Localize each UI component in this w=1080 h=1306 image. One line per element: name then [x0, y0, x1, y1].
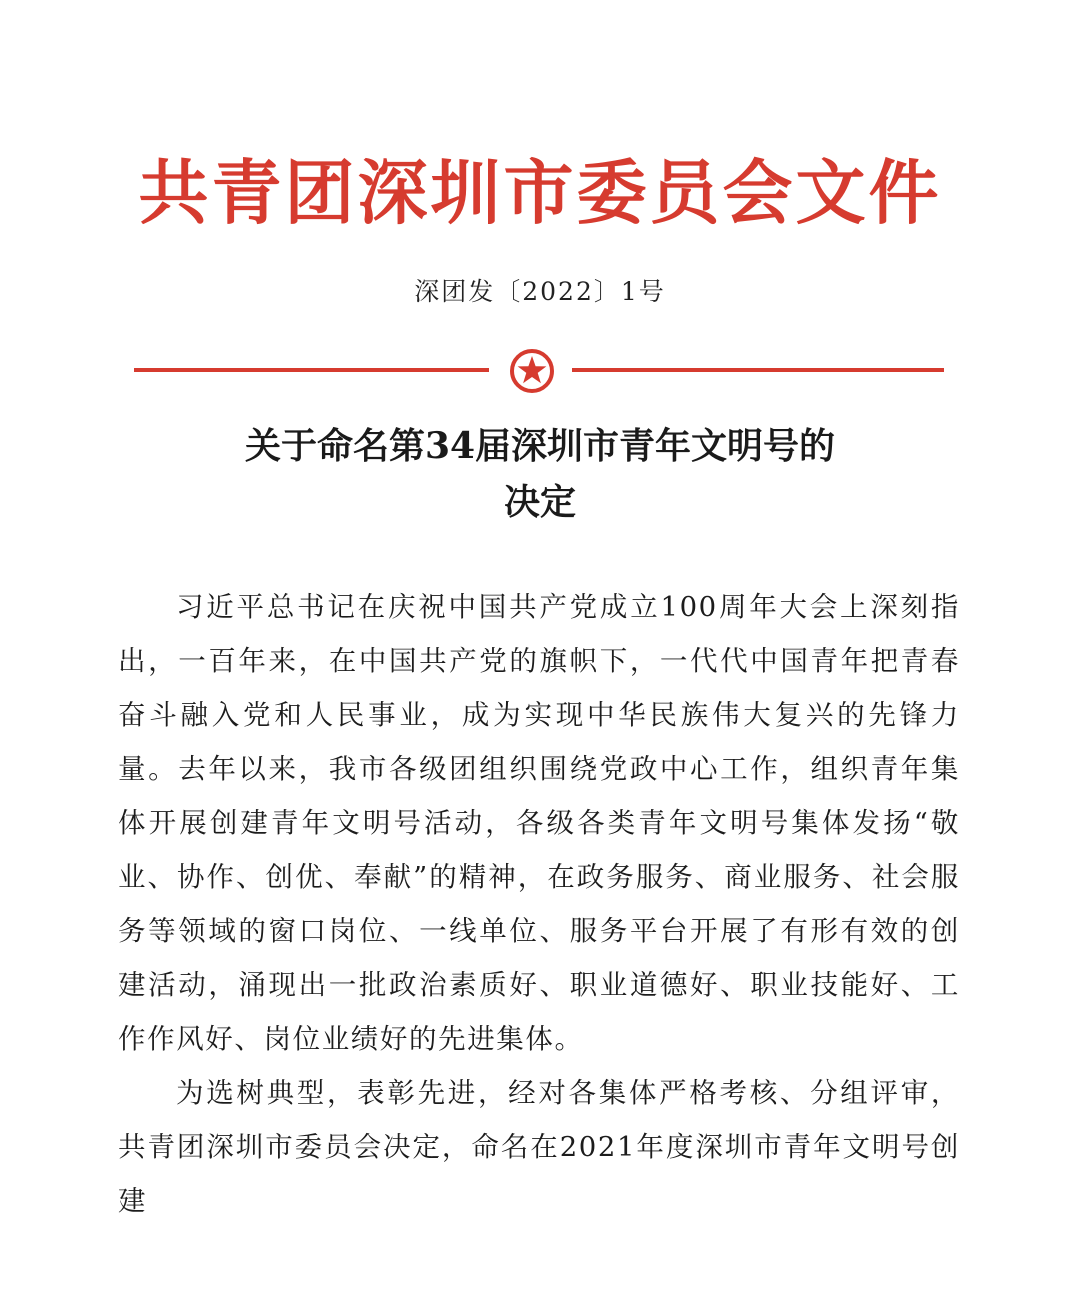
body-paragraph-2: 为选树典型，表彰先进，经对各集体严格考核、分组评审，共青团深圳市委员会决定，命名在2021年度深圳市青年文明号创建 — [118, 1077, 960, 1217]
red-separator — [134, 346, 944, 396]
document-masthead: 共青团深圳市委员会文件 — [138, 152, 942, 234]
separator-line-right — [572, 368, 944, 372]
document-body — [118, 580, 960, 1228]
document-title — [0, 418, 1080, 530]
document-title-line-2: 决定 — [503, 481, 576, 523]
red-star-emblem-icon — [509, 348, 555, 394]
separator-line-left — [134, 368, 489, 372]
document-title-line-1: 关于命名第34届深圳市青年文明号的 — [244, 425, 836, 467]
document-number: 深团发〔2022〕1号 — [414, 277, 666, 306]
body-paragraph-1: 习近平总书记在庆祝中国共产党成立100周年大会上深刻指出，一百年来，在中国共产党的旗帜下，一代代中国青年把青春奋斗融入党和人民事业，成为实现中华民族伟大复兴的先锋力量。去年以来，我市各级团组织围绕党政中心工作，组织青年集体开展创建青年文明号活动，各级各类青年文明号集体发扬“敬业、协作、创优、奉献”的精神，在政务服务、商业服务、社会服务等领域的窗口岗位、一线单位、服务平台开展了有形有效的创建活动，涌现出一批政治素质好、职业道德好、职业技能好、工作作风好、岗位业绩好的先进集体。 — [118, 591, 960, 1055]
